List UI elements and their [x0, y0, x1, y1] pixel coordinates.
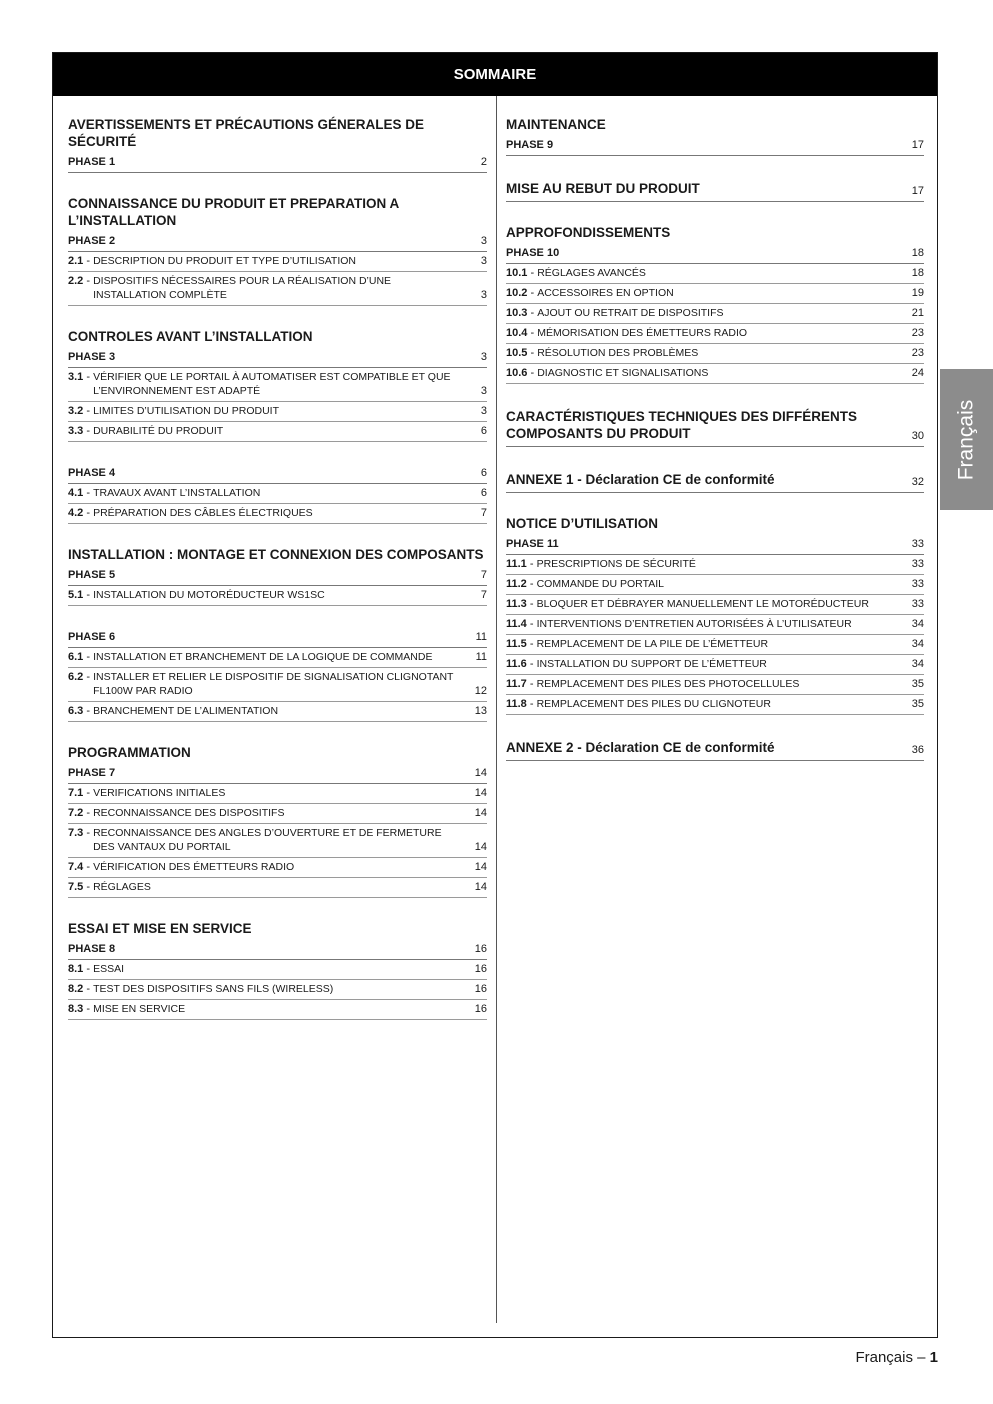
entry-text [68, 588, 473, 602]
entry-text [506, 697, 910, 711]
entry-separator: - [83, 983, 94, 995]
entry-label: BRANCHEMENT DE L’ALIMENTATION [93, 705, 279, 717]
entry-page: 34 [911, 618, 924, 630]
entry-label: ACCESSOIRES EN OPTION [537, 287, 674, 299]
entry-number: 8.1 [68, 963, 84, 975]
entry-text [68, 254, 473, 268]
entry-page: 6 [480, 487, 487, 499]
toc-section [506, 178, 924, 202]
entry-label: DISPOSITIFS NÉCESSAIRES POUR LA RÉALISATION D’UNE INSTALLATION COMPLÈTE [93, 275, 392, 301]
language-tab-label: Français [954, 399, 978, 480]
toc-section [68, 464, 487, 524]
entry-separator: - [527, 347, 538, 359]
toc-section [506, 224, 924, 384]
entry-text [68, 860, 473, 874]
phase-page: 16 [474, 943, 487, 955]
entry-page: 6 [480, 425, 487, 437]
toc-section [506, 406, 924, 447]
phase-label: PHASE 6 [68, 631, 116, 643]
entry-page: 3 [480, 289, 487, 301]
phase-label: PHASE 5 [68, 569, 116, 581]
entry-separator: - [83, 405, 94, 417]
entry-page: 7 [480, 589, 487, 601]
standalone-page: 17 [911, 185, 924, 197]
toc-entry[interactable] [68, 824, 487, 858]
entry-text [506, 557, 910, 571]
section-title: MAINTENANCE [506, 117, 606, 132]
entry-page: 23 [911, 327, 924, 339]
entry-text [68, 670, 473, 698]
standalone-entry[interactable] [506, 469, 924, 493]
entry-label: REMPLACEMENT DE LA PILE DE L’ÉMETTEUR [536, 638, 769, 650]
toc-entry[interactable] [506, 264, 924, 284]
entry-label: BLOQUER ET DÉBRAYER MANUELLEMENT LE MOTORÉDUCTEUR [536, 598, 869, 610]
entry-page: 24 [911, 367, 924, 379]
entry-page: 14 [474, 841, 487, 853]
entry-separator: - [83, 651, 94, 663]
entry-label: VÉRIFICATION DES ÉMETTEURS RADIO [93, 861, 295, 873]
toc-entry[interactable] [506, 635, 924, 655]
entry-page: 14 [474, 861, 487, 873]
section-title: AVERTISSEMENTS ET PRÉCAUTIONS GÉNERALES DE SÉCURITÉ [68, 117, 425, 149]
entry-page: 34 [911, 638, 924, 650]
toc-entry[interactable] [506, 595, 924, 615]
entry-text [506, 346, 910, 360]
entry-page: 16 [474, 963, 487, 975]
toc-entry[interactable] [68, 784, 487, 804]
entry-separator: - [83, 705, 94, 717]
entry-number: 7.3 [68, 827, 84, 839]
entry-number: 4.2 [68, 507, 84, 519]
entry-label: RECONNAISSANCE DES DISPOSITIFS [93, 807, 285, 819]
entry-text [68, 486, 473, 500]
entry-page: 23 [911, 347, 924, 359]
entry-number: 11.3 [506, 598, 527, 610]
toc-section [68, 116, 487, 173]
language-tab [940, 369, 993, 510]
toc-entry[interactable] [68, 402, 487, 422]
phase-row[interactable] [68, 348, 487, 368]
phase-page: 18 [911, 247, 924, 259]
entry-label: DURABILITÉ DU PRODUIT [93, 425, 224, 437]
toc-entry[interactable] [506, 675, 924, 695]
entry-separator: - [526, 618, 537, 630]
entry-number: 7.4 [68, 861, 84, 873]
toc-entry[interactable] [68, 422, 487, 442]
entry-label: VERIFICATIONS INITIALES [93, 787, 226, 799]
phase-page: 6 [480, 467, 487, 479]
entry-separator: - [83, 827, 94, 839]
entry-page: 14 [474, 881, 487, 893]
entry-number: 5.1 [68, 589, 84, 601]
phase-row[interactable] [506, 244, 924, 264]
standalone-title: ANNEXE 2 - Déclaration CE de conformité [506, 740, 775, 755]
entry-page: 21 [911, 307, 924, 319]
toc-right-column [506, 96, 924, 783]
entry-text [506, 657, 910, 671]
entry-label: RÉGLAGES AVANCÉS [537, 267, 646, 279]
entry-separator: - [83, 1003, 94, 1015]
entry-number: 6.3 [68, 705, 84, 717]
entry-label: REMPLACEMENT DES PILES DU CLIGNOTEUR [536, 698, 771, 710]
entry-text [506, 637, 910, 651]
entry-text [506, 577, 910, 591]
toc-section [68, 195, 487, 306]
toc-section [68, 744, 487, 898]
toc-section [506, 515, 924, 715]
section-title: CONNAISSANCE DU PRODUIT ET PREPARATION A L’INSTALLATION [68, 196, 399, 228]
column-divider [496, 96, 497, 1323]
phase-page: 17 [911, 139, 924, 151]
phase-page: 14 [474, 767, 487, 779]
phase-label: PHASE 2 [68, 235, 116, 247]
entry-text [68, 650, 473, 664]
entry-separator: - [526, 658, 537, 670]
phase-page: 3 [480, 235, 487, 247]
phase-row[interactable] [506, 136, 924, 156]
page-number: 1 [929, 1349, 938, 1366]
toc-frame [52, 52, 938, 1338]
entry-page: 35 [911, 678, 924, 690]
entry-separator: - [526, 598, 537, 610]
entry-text [68, 1002, 473, 1016]
entry-label: PRÉPARATION DES CÂBLES ÉLECTRIQUES [93, 507, 313, 519]
toc-entry[interactable] [68, 980, 487, 1000]
entry-separator: - [83, 589, 94, 601]
entry-page: 3 [480, 385, 487, 397]
toc-entry[interactable] [506, 344, 924, 364]
entry-text [506, 597, 910, 611]
entry-separator: - [83, 487, 94, 499]
toc-entry[interactable] [506, 284, 924, 304]
entry-label: MISE EN SERVICE [93, 1003, 186, 1015]
entry-separator: - [527, 307, 538, 319]
entry-page: 3 [480, 405, 487, 417]
section-title: ESSAI ET MISE EN SERVICE [68, 921, 252, 936]
entry-label: INTERVENTIONS D’ENTRETIEN AUTORISÉES À L’UTILISATEUR [536, 618, 852, 630]
entry-number: 10.2 [506, 287, 528, 299]
toc-entry[interactable] [506, 575, 924, 595]
entry-label: REMPLACEMENT DES PILES DES PHOTOCELLULES [536, 678, 800, 690]
toc-entry[interactable] [506, 555, 924, 575]
entry-number: 8.2 [68, 983, 84, 995]
phase-row[interactable] [68, 940, 487, 960]
toc-entry[interactable] [68, 586, 487, 606]
entry-label: TRAVAUX AVANT L’INSTALLATION [93, 487, 261, 499]
entry-number: 8.3 [68, 1003, 84, 1015]
toc-section [506, 737, 924, 761]
entry-page: 16 [474, 983, 487, 995]
phase-page: 7 [480, 569, 487, 581]
entry-separator: - [83, 963, 94, 975]
entry-page: 18 [911, 267, 924, 279]
entry-page: 13 [474, 705, 487, 717]
entry-text [506, 366, 910, 380]
entry-page: 3 [480, 255, 487, 267]
entry-separator: - [527, 287, 538, 299]
toc-entry[interactable] [68, 1000, 487, 1020]
phase-row[interactable] [506, 535, 924, 555]
entry-text [68, 880, 473, 894]
footer-language: Français [855, 1349, 913, 1366]
entry-label: PRESCRIPTIONS DE SÉCURITÉ [536, 558, 696, 570]
toc-entry[interactable] [68, 272, 487, 306]
standalone-entry[interactable] [506, 737, 924, 761]
phase-label: PHASE 8 [68, 943, 116, 955]
entry-number: 10.5 [506, 347, 528, 359]
entry-label: INSTALLATION ET BRANCHEMENT DE LA LOGIQUE DE COMMANDE [93, 651, 433, 663]
entry-page: 16 [474, 1003, 487, 1015]
entry-text [68, 786, 473, 800]
toc-section [68, 546, 487, 606]
phase-page: 33 [911, 538, 924, 550]
entry-number: 10.6 [506, 367, 528, 379]
entry-separator: - [527, 327, 538, 339]
entry-label: MÉMORISATION DES ÉMETTEURS RADIO [537, 327, 748, 339]
entry-text [506, 266, 910, 280]
entry-number: 3.1 [68, 371, 84, 383]
entry-label: RÉGLAGES [93, 881, 151, 893]
entry-page: 35 [911, 698, 924, 710]
entry-number: 2.1 [68, 255, 84, 267]
entry-label: INSTALLATION DU MOTORÉDUCTEUR WS1SC [93, 589, 325, 601]
standalone-entry[interactable] [506, 406, 924, 447]
section-title: NOTICE D’UTILISATION [506, 516, 658, 531]
toc-entry[interactable] [68, 804, 487, 824]
entry-text [506, 326, 910, 340]
entry-separator: - [526, 678, 537, 690]
section-title: INSTALLATION : MONTAGE ET CONNEXION DES COMPOSANTS [68, 547, 484, 562]
entry-separator: - [526, 698, 537, 710]
phase-row[interactable] [68, 566, 487, 586]
entry-label: INSTALLATION DU SUPPORT DE L’ÉMETTEUR [536, 658, 767, 670]
toc-section [506, 469, 924, 493]
phase-label: PHASE 3 [68, 351, 116, 363]
entry-text [68, 274, 473, 302]
page-footer [855, 1349, 938, 1366]
entry-separator: - [83, 275, 94, 287]
entry-separator: - [83, 881, 94, 893]
toc-section [68, 920, 487, 1020]
toc-entry[interactable] [68, 702, 487, 722]
toc-entry[interactable] [68, 648, 487, 668]
entry-number: 4.1 [68, 487, 84, 499]
toc-left-column [68, 96, 487, 1042]
entry-number: 7.2 [68, 807, 84, 819]
entry-page: 33 [911, 578, 924, 590]
entry-number: 2.2 [68, 275, 84, 287]
standalone-entry[interactable] [506, 178, 924, 202]
entry-label: TEST DES DISPOSITIFS SANS FILS (WIRELESS) [93, 983, 334, 995]
toc-section [68, 628, 487, 722]
entry-text [506, 677, 910, 691]
page-title: SOMMAIRE [53, 53, 937, 96]
entry-number: 11.6 [506, 658, 527, 670]
entry-number: 10.4 [506, 327, 528, 339]
entry-number: 11.7 [506, 678, 527, 690]
entry-number: 3.3 [68, 425, 84, 437]
phase-page: 3 [480, 351, 487, 363]
entry-page: 14 [474, 787, 487, 799]
entry-text [68, 370, 473, 398]
standalone-page: 36 [911, 744, 924, 756]
section-title: APPROFONDISSEMENTS [506, 225, 671, 240]
entry-text [68, 806, 473, 820]
phase-row[interactable] [68, 232, 487, 252]
entry-label: LIMITES D’UTILISATION DU PRODUIT [93, 405, 279, 417]
standalone-title: CARACTÉRISTIQUES TECHNIQUES DES DIFFÉRENTS COMPOSANTS DU PRODUIT [506, 409, 858, 441]
entry-text [68, 962, 473, 976]
toc-entry[interactable] [506, 364, 924, 384]
entry-text [506, 617, 910, 631]
entry-number: 6.2 [68, 671, 84, 683]
toc-entry[interactable] [68, 504, 487, 524]
entry-separator: - [83, 671, 94, 683]
entry-number: 10.1 [506, 267, 528, 279]
phase-row[interactable] [68, 764, 487, 784]
entry-page: 7 [480, 507, 487, 519]
entry-page: 33 [911, 598, 924, 610]
toc-entry[interactable] [68, 368, 487, 402]
entry-separator: - [83, 371, 94, 383]
standalone-page: 30 [911, 430, 924, 442]
entry-page: 11 [475, 651, 487, 663]
toc-entry[interactable] [506, 324, 924, 344]
entry-number: 3.2 [68, 405, 84, 417]
entry-number: 10.3 [506, 307, 528, 319]
phase-row[interactable] [68, 153, 487, 173]
entry-page: 33 [911, 558, 924, 570]
entry-number: 6.1 [68, 651, 84, 663]
phase-label: PHASE 1 [68, 156, 116, 168]
entry-number: 11.4 [506, 618, 527, 630]
entry-text [68, 424, 473, 438]
toc-section [68, 328, 487, 442]
entry-text [68, 404, 473, 418]
standalone-title: ANNEXE 1 - Déclaration CE de conformité [506, 472, 775, 487]
entry-page: 14 [474, 807, 487, 819]
toc-entry[interactable] [68, 668, 487, 702]
toc-entry[interactable] [506, 695, 924, 715]
entry-page: 34 [911, 658, 924, 670]
entry-label: RÉSOLUTION DES PROBLÈMES [537, 347, 699, 359]
toc-entry[interactable] [68, 252, 487, 272]
standalone-page: 32 [911, 476, 924, 488]
entry-number: 7.5 [68, 881, 84, 893]
phase-label: PHASE 9 [506, 139, 554, 151]
entry-separator: - [527, 367, 538, 379]
toc-entry[interactable] [68, 484, 487, 504]
entry-number: 11.1 [506, 558, 527, 570]
entry-text [506, 286, 910, 300]
section-title: CONTROLES AVANT L’INSTALLATION [68, 329, 313, 344]
entry-separator: - [83, 807, 94, 819]
entry-text [68, 704, 473, 718]
entry-label: DIAGNOSTIC ET SIGNALISATIONS [537, 367, 709, 379]
phase-page: 2 [480, 156, 487, 168]
entry-separator: - [83, 787, 94, 799]
phase-label: PHASE 11 [506, 538, 559, 550]
entry-label: DESCRIPTION DU PRODUIT ET TYPE D’UTILISATION [93, 255, 357, 267]
phase-row[interactable] [68, 464, 487, 484]
entry-separator: - [526, 638, 537, 650]
entry-separator: - [526, 578, 537, 590]
entry-number: 11.5 [506, 638, 527, 650]
entry-number: 7.1 [68, 787, 84, 799]
phase-label: PHASE 10 [506, 247, 560, 259]
entry-text [506, 306, 910, 320]
toc-entry[interactable] [506, 615, 924, 635]
entry-text [68, 982, 473, 996]
toc-entry[interactable] [68, 960, 487, 980]
entry-text [68, 826, 473, 854]
entry-separator: - [83, 861, 94, 873]
entry-label: COMMANDE DU PORTAIL [536, 578, 664, 590]
entry-separator: - [526, 558, 537, 570]
entry-label: INSTALLER ET RELIER LE DISPOSITIF DE SIGNALISATION CLIGNOTANT FL100W PAR RADIO [93, 671, 454, 697]
phase-label: PHASE 4 [68, 467, 116, 479]
phase-label: PHASE 7 [68, 767, 116, 779]
entry-text [68, 506, 473, 520]
section-title: PROGRAMMATION [68, 745, 191, 760]
entry-label: RECONNAISSANCE DES ANGLES D’OUVERTURE ET DE FERMETURE DES VANTAUX DU PORTAIL [93, 827, 442, 853]
entry-number: 11.2 [506, 578, 527, 590]
toc-section [506, 116, 924, 156]
entry-separator: - [83, 507, 94, 519]
toc-entry[interactable] [506, 304, 924, 324]
entry-separator: - [83, 255, 94, 267]
standalone-title: MISE AU REBUT DU PRODUIT [506, 181, 700, 196]
toc-entry[interactable] [506, 655, 924, 675]
entry-label: ESSAI [93, 963, 125, 975]
entry-page: 12 [474, 685, 487, 697]
toc-entry[interactable] [68, 878, 487, 898]
entry-separator: - [527, 267, 538, 279]
entry-label: VÉRIFIER QUE LE PORTAIL À AUTOMATISER EST COMPATIBLE ET QUE L’ENVIRONNEMENT EST ADAPTÉ [93, 371, 451, 397]
entry-page: 19 [911, 287, 924, 299]
toc-entry[interactable] [68, 858, 487, 878]
phase-row[interactable] [68, 628, 487, 648]
footer-separator: – [912, 1349, 930, 1366]
entry-number: 11.8 [506, 698, 527, 710]
entry-label: AJOUT OU RETRAIT DE DISPOSITIFS [537, 307, 724, 319]
phase-page: 11 [475, 631, 487, 643]
entry-separator: - [83, 425, 94, 437]
